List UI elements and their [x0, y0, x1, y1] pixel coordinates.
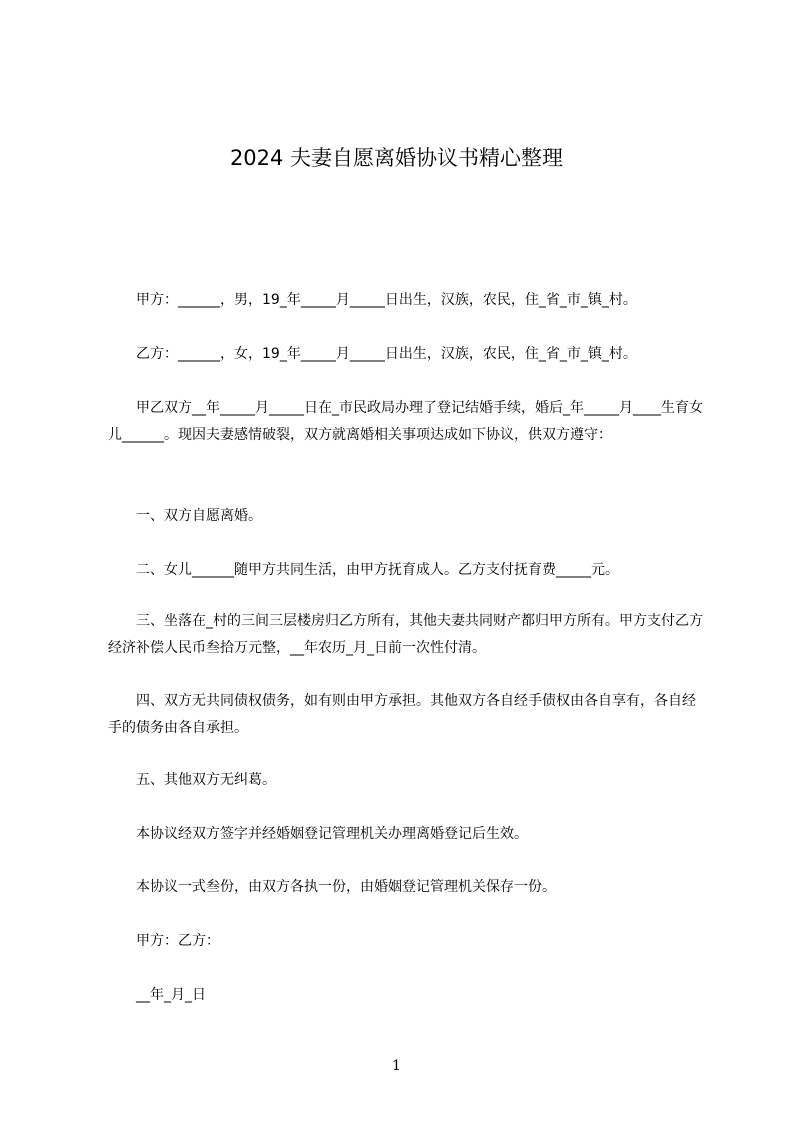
- effective-clause: 本协议经双方签字并经婚姻登记管理机关办理离婚登记后生效。: [136, 826, 528, 842]
- clause-4: 四、双方无共同债权债务，如有则由甲方承担。其他双方各自经手债权由各自享有，各自经手的债务由各自承担。: [108, 693, 696, 736]
- signature-line: 甲方：乙方：: [136, 933, 220, 949]
- page-number: 1: [392, 1058, 401, 1074]
- marriage-background: 甲乙双方__年_____月_____日在_市民政局办理了登记结婚手续，婚后_年_____月____生育女儿______。现因夫妻感情破裂，双方就离婚相关事项达成如下协议，供双方遵守：: [108, 400, 703, 443]
- clause-1: 一、双方自愿离婚。: [136, 508, 262, 524]
- party-b-info: 乙方：______，女，19_年_____月_____日出生，汉族，农民，住_省_市_镇_村。: [136, 346, 637, 362]
- clause-5: 五、其他双方无纠葛。: [136, 772, 276, 788]
- date-line: __年_月_日: [136, 987, 206, 1003]
- clause-3: 三、坐落在_村的三间三层楼房归乙方所有，其他夫妻共同财产都归甲方所有。甲方支付乙方经济补偿人民币叁拾万元整，__年农历_月_日前一次性付清。: [108, 613, 703, 656]
- party-a-info: 甲方：______，男，19_年_____月_____日出生，汉族，农民，住_省_市_镇_村。: [136, 292, 637, 308]
- clause-2: 二、女儿______随甲方共同生活，由甲方抚育成人。乙方支付抚育费_____元。: [136, 562, 619, 578]
- document-title: 2024 夫妻自愿离婚协议书精心整理: [229, 146, 564, 170]
- copies-clause: 本协议一式叁份，由双方各执一份，由婚姻登记管理机关保存一份。: [136, 879, 556, 895]
